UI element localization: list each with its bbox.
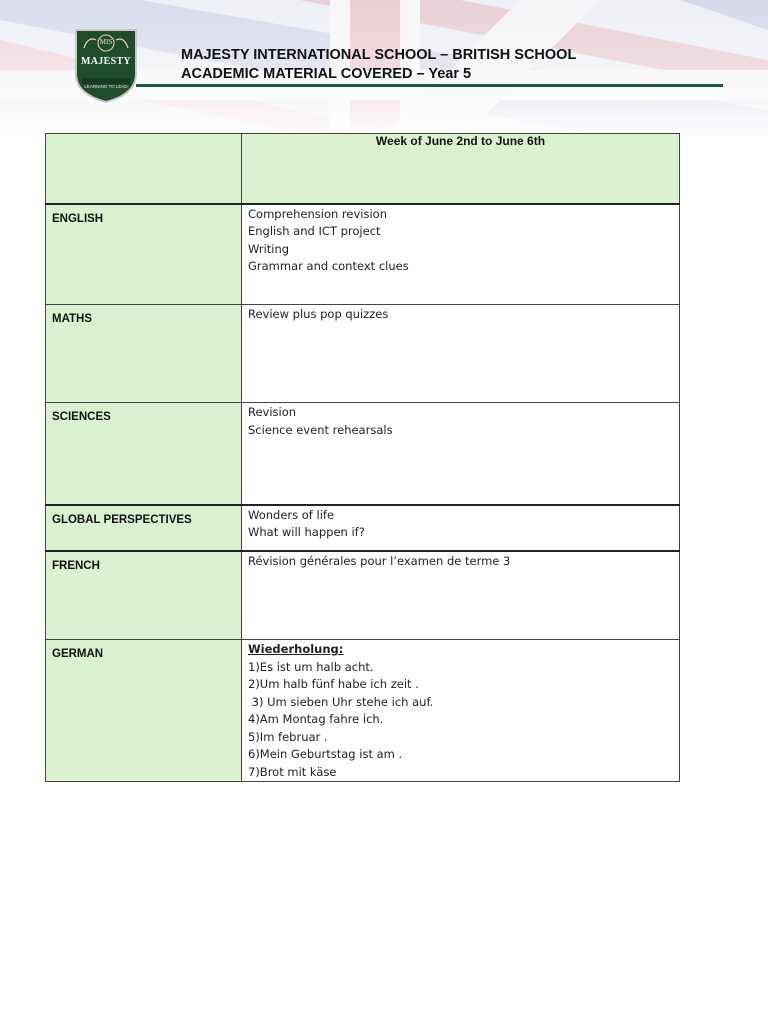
- content-line: 4)Am Montag fahre ich.: [248, 712, 384, 726]
- subject-cell: [46, 204, 242, 305]
- subject-cell: [46, 403, 242, 505]
- content-line: Revision: [248, 405, 297, 419]
- table-row: [46, 305, 680, 403]
- school-title: MAJESTY INTERNATIONAL SCHOOL – BRITISH SCHOOL: [181, 47, 577, 63]
- content-heading: Wiederholung:: [248, 642, 344, 656]
- logo-tagline: LEARNING TO LEAD: [84, 84, 128, 89]
- logo-name: MAJESTY: [81, 56, 131, 67]
- content-line: Révision générales pour l’examen de terme 3: [248, 553, 511, 568]
- corner-cell: [46, 134, 242, 204]
- content-line: 6)Mein Geburtstag ist am .: [248, 747, 403, 761]
- school-logo: [72, 26, 140, 104]
- subject-label: MATHS: [52, 313, 93, 325]
- subject-label: SCIENCES: [52, 411, 111, 423]
- content-line: English and ICT project: [248, 224, 381, 238]
- content-cell: [242, 640, 680, 782]
- document-title: ACADEMIC MATERIAL COVERED – Year 5: [181, 66, 472, 82]
- subject-cell: [46, 305, 242, 403]
- content-cell: [242, 505, 680, 551]
- table-row: [46, 551, 680, 640]
- content-line: 5)Im februar .: [248, 729, 328, 744]
- subject-label: FRENCH: [52, 559, 100, 572]
- content-cell: [242, 305, 680, 403]
- content-line: Grammar and context clues: [248, 259, 409, 273]
- table-row: [46, 505, 680, 551]
- subject-label: ENGLISH: [52, 212, 104, 225]
- content-line: 1)Es ist um halb acht.: [248, 659, 374, 674]
- logo-monogram: MIS: [99, 38, 113, 46]
- curriculum-table: [45, 133, 680, 782]
- header-divider: [136, 84, 723, 87]
- week-heading: Week of June 2nd to June 6th: [242, 134, 680, 204]
- content-cell: [242, 551, 680, 640]
- subject-label: GERMAN: [52, 648, 104, 660]
- content-line: 3) Um sieben Uhr stehe ich auf.: [248, 694, 434, 709]
- content-cell: [242, 204, 680, 305]
- content-line: Wonders of life: [248, 507, 335, 522]
- content-line: Science event rehearsals: [248, 422, 393, 437]
- table-row: [46, 403, 680, 505]
- content-line: Writing: [248, 241, 290, 256]
- content-line: Comprehension revision: [248, 206, 387, 221]
- table-row: [46, 640, 680, 782]
- content-line: What will happen if?: [248, 525, 365, 539]
- subject-label: GLOBAL PERSPECTIVES: [52, 513, 192, 526]
- subject-cell: [46, 505, 242, 551]
- table-header-row: [46, 134, 680, 204]
- subject-cell: [46, 640, 242, 782]
- table-row: [46, 204, 680, 305]
- content-line: 7)Brot mit käse: [248, 764, 337, 779]
- subject-cell: [46, 551, 242, 640]
- content-line: Review plus pop quizzes: [248, 307, 389, 321]
- content-cell: [242, 403, 680, 505]
- content-line: 2)Um halb fünf habe ich zeit .: [248, 677, 419, 691]
